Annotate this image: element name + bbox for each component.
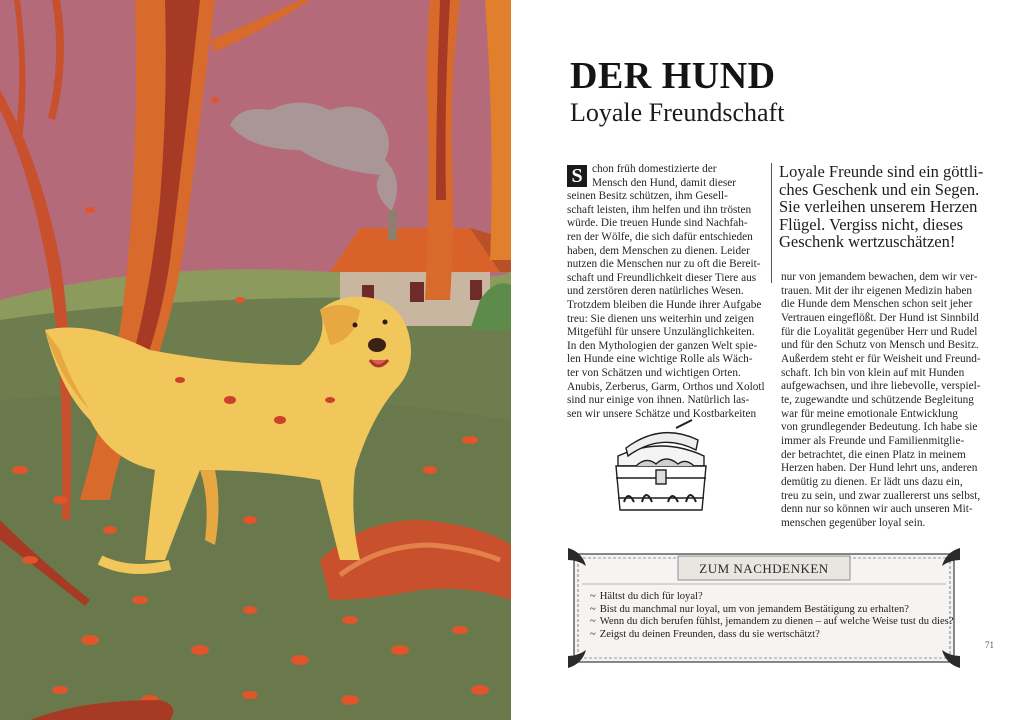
text-line: war für meine emotionale Entwicklung	[781, 407, 958, 420]
text-line: Trotzdem bleiben die Hunde ihrer Aufgabe	[567, 298, 762, 311]
treasure-chest-icon	[606, 418, 716, 518]
chapter-subtitle: Loyale Freundschaft	[570, 98, 785, 127]
text-line: schaft leisten, ihm helfen und ihn trösten	[567, 203, 752, 216]
bullet-tilde: ~	[590, 591, 596, 602]
bullet-tilde: ~	[590, 603, 596, 615]
list-item	[590, 604, 950, 617]
question-text: Wenn du dich berufen fühlst, jemandem zu dienen – auf welche Weise tust du dies?	[599, 616, 954, 628]
text-line: treu zu sein, und zwar zuallererst uns selbst,	[781, 489, 981, 502]
text-line: In den Mythologien der ganzen Welt spie-	[567, 339, 758, 352]
text-line: sen wir unsere Schätze und Kostbarkeiten	[567, 407, 757, 420]
page-number: 71	[985, 640, 994, 650]
list-item	[590, 616, 954, 629]
text-line: Mensch den Hund, damit dieser	[592, 176, 737, 189]
chapter-title: DER HUND	[570, 55, 776, 97]
pull-quote	[779, 163, 989, 251]
text-line: te, zugewandte und schützende Begleitung	[781, 393, 974, 406]
text-line: und zerstören deren natürliches Wesen.	[567, 285, 744, 298]
text-line: Vertrauen eingeflößt. Der Hund ist Sinnbild	[781, 311, 979, 324]
text-line: der betrachtet, die einen Platz in meinem	[781, 448, 966, 461]
text-line: für die Loyalität gegenüber Herr und Rudel	[781, 325, 978, 338]
drop-cap: S	[567, 165, 587, 187]
text-line: Anubis, Zerberus, Garm, Orthos und Xolotl	[567, 380, 765, 393]
text-line: die Hunde dem Menschen schon seit jeher	[781, 298, 973, 311]
text-line: menschen gegenüber loyal sein.	[781, 516, 926, 529]
text-line: schaft und Freundlichkeit dieser Tiere aus	[567, 271, 757, 284]
body-column-1	[567, 163, 765, 421]
question-text: Hältst du dich für loyal?	[599, 591, 703, 602]
text-line: nur von jemandem bewachen, dem wir ver-	[781, 271, 978, 283]
text-line: ter von Schätzen und wichtigen Orten.	[567, 366, 741, 379]
bullet-tilde: ~	[590, 616, 596, 628]
text-line: haben, dem Menschen zu dienen. Leider	[567, 244, 750, 257]
text-line: würde. Die treuen Hunde sind Nachfah-	[567, 217, 748, 230]
text-line: len Hunde eine wichtige Rolle als Wäch-	[567, 353, 753, 366]
quote-line: Geschenk wertzuschätzen!	[779, 232, 956, 251]
quote-line: ches Geschenk und ein Segen.	[779, 179, 980, 199]
question-text: Bist du manchmal nur loyal, um von jemandem Bestätigung zu erhalten?	[599, 603, 909, 615]
text-line: demütig zu dienen. Er lädt uns dazu ein,	[781, 475, 963, 488]
quote-line: Sie verleihen unserem Herzen	[779, 197, 978, 216]
body-column-2	[781, 271, 991, 530]
text-line: seinen Besitz schützen, ihm Gesell-	[567, 190, 728, 203]
reflection-box	[568, 548, 960, 668]
bullet-tilde: ~	[590, 628, 596, 640]
text-line: denn nur so können wir auch unseren Mit-	[781, 503, 973, 516]
text-line: von grundlegender Bedeutung. Ich habe sie	[781, 421, 978, 434]
text-line: aufgewachsen, und ihre liebevolle, verspiel-	[781, 380, 981, 393]
text-line: sind nur einige von ihnen. Natürlich las-	[567, 394, 750, 407]
question-list	[590, 591, 954, 641]
list-item	[590, 629, 950, 642]
text-line: ren der Wölfe, die sich dafür entschieden	[567, 230, 753, 243]
text-line: schaft. Ich bin von klein auf mit Hunden	[781, 366, 965, 379]
text-line: immer als Freunde und Familienmitglie-	[781, 434, 965, 447]
text-page	[511, 0, 1020, 720]
reflection-title: ZUM NACHDENKEN	[699, 561, 829, 576]
text-line: Herzen haben. Der Hund lehrt uns, anderen	[781, 462, 978, 475]
list-item	[590, 591, 950, 604]
text-line: nutzen die Menschen nur zu oft die Bereit-	[567, 258, 761, 271]
text-line: chon früh domestizierte der	[592, 163, 717, 175]
quote-line: Loyale Freunde sind ein göttli-	[779, 162, 984, 181]
column-divider	[771, 163, 772, 283]
quote-line: Flügel. Vergiss nicht, dieses	[779, 214, 964, 234]
text-line: treu: Sie dienen uns weiterhin und zeigen	[567, 312, 754, 325]
question-text: Zeigst du deinen Freunden, dass du sie wertschätzt?	[599, 628, 820, 640]
text-line: und für den Schutz von Mensch und Besitz.	[781, 339, 979, 352]
text-line: Mitgefühl für unsere Unzulänglichkeiten.	[567, 326, 755, 339]
text-line: Außerdem steht er für Weisheit und Freund-	[781, 352, 981, 365]
text-line: trauen. Mit der ihr eigenen Medizin haben	[781, 284, 973, 297]
